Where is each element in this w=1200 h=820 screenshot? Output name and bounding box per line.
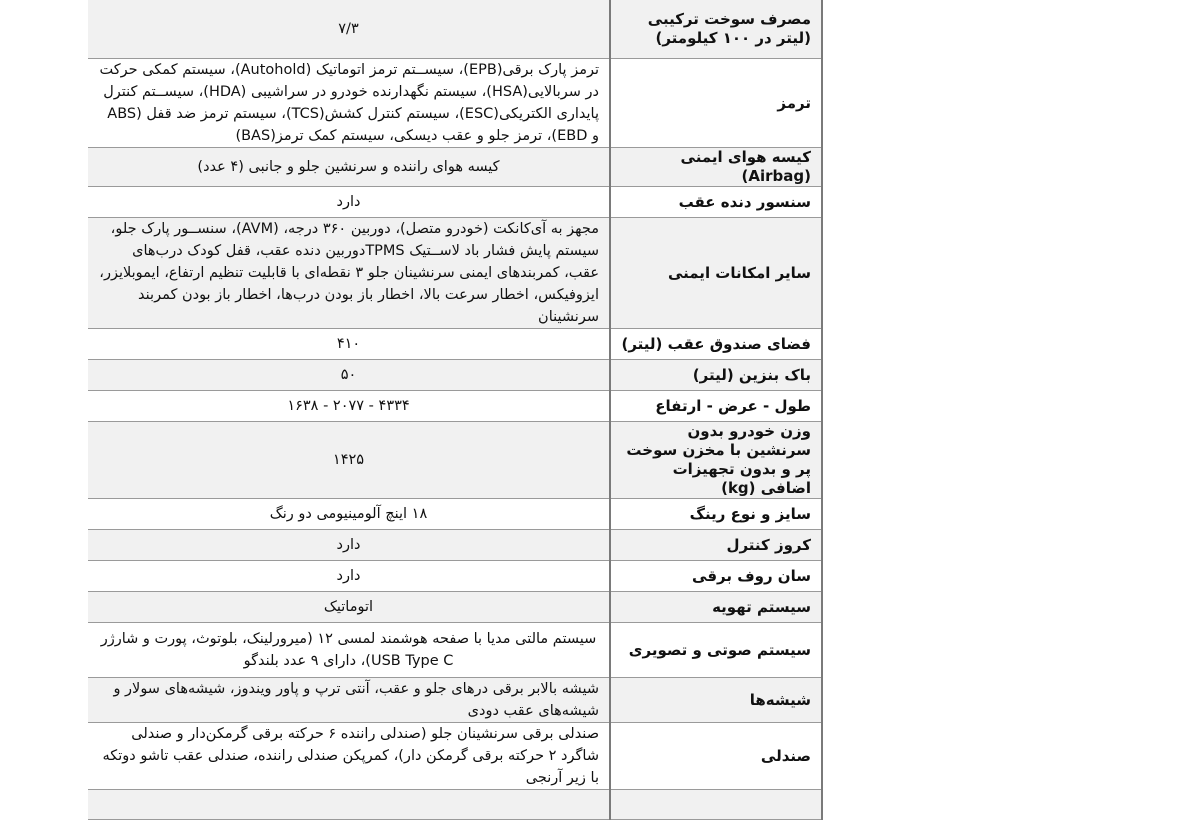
spec-label: سیستم صوتی و تصویری bbox=[610, 623, 822, 678]
spec-label: ترمز bbox=[610, 59, 822, 148]
table-row bbox=[88, 723, 822, 790]
spec-value: دارد bbox=[88, 187, 610, 218]
spec-value: مجهز به آی‌کانکت (خودرو متصل)، دوربین ۳۶۰ درجه، (AVM)، سنســور پارک جلو، سیستم پایش فشار باد لاســتیک TPMSدوربین دنده عقب، قفل کودک درب‌های عقب، کمربندهای ایمنی سرنشینان جلو ۳ نقطه‌ای با قابلیت تنظیم ارتفاع، ایموبلایزر، ایزوفیکس، اخطار سرعت بالا، اخطار باز بودن درب‌ها، اخطار باز بودن کمربند سرنشینان bbox=[88, 218, 610, 329]
table-row bbox=[88, 0, 822, 59]
table-row bbox=[88, 59, 822, 148]
table-row bbox=[88, 187, 822, 218]
spec-label: سایر امکانات ایمنی bbox=[610, 218, 822, 329]
spec-label: سان روف برقی bbox=[610, 561, 822, 592]
table-row bbox=[88, 499, 822, 530]
table-row bbox=[88, 391, 822, 422]
spec-value bbox=[88, 790, 610, 820]
spec-label: باک بنزین (لیتر) bbox=[610, 360, 822, 391]
spec-value: سیستم مالتی مدیا با صفحه هوشمند لمسی ۱۲ (میرورلینک، بلوتوث، پورت و شارژر USB Type C)، دارای ۹ عدد بلندگو bbox=[88, 623, 610, 678]
spec-value: شیشه بالابر برقی درهای جلو و عقب، آنتی ترپ و پاور ویندوز، شیشه‌های سولار و شیشه‌های عقب دودی bbox=[88, 678, 610, 723]
table-row bbox=[88, 678, 822, 723]
spec-value: ۴۱۰ bbox=[88, 329, 610, 360]
spec-value: ۱۴۲۵ bbox=[88, 422, 610, 499]
spec-value: ۷/۳ bbox=[88, 0, 610, 59]
spec-value: ترمز پارک برقی(EPB)، سیســتم ترمز اتوماتیک (Autohold)، سیستم کمکی حرکت در سربالایی(HSA)، سیستم نگهدارنده خودرو در سراشیبی (HDA)، سیســتم کنترل پایداری الکتریکی(ESC)، سیستم کنترل کشش(TCS)، سیستم ترمز ضد قفل (ABS و EBD)، ترمز جلو و عقب دیسکی، سیستم کمک ترمز(BAS) bbox=[88, 59, 610, 148]
spec-label bbox=[610, 790, 822, 820]
spec-value: اتوماتیک bbox=[88, 592, 610, 623]
spec-value: ۴۳۳۴ - ۲۰۷۷ - ۱۶۳۸ bbox=[88, 391, 610, 422]
spec-value: صندلی برقی سرنشینان جلو (صندلی راننده ۶ حرکته برقی گرمکن‌دار و صندلی شاگرد ۲ حرکته برقی گرمکن دار)، کمرپکن صندلی راننده، صندلی عقب تاشو دوتکه با زیر آرنجی bbox=[88, 723, 610, 790]
table-row bbox=[88, 592, 822, 623]
spec-label: شیشه‌ها bbox=[610, 678, 822, 723]
table-row bbox=[88, 218, 822, 329]
spec-label: سنسور دنده عقب bbox=[610, 187, 822, 218]
table-row bbox=[88, 530, 822, 561]
spec-value: دارد bbox=[88, 561, 610, 592]
spec-value: ۵۰ bbox=[88, 360, 610, 391]
spec-label: کیسه هوای ایمنی (Airbag) bbox=[610, 148, 822, 187]
spec-label: طول - عرض - ارتفاع bbox=[610, 391, 822, 422]
left-margin bbox=[0, 0, 88, 750]
spec-label: سیستم تهویه bbox=[610, 592, 822, 623]
table-row bbox=[88, 623, 822, 678]
spec-label: کروز کنترل bbox=[610, 530, 822, 561]
spec-label: وزن خودرو بدون سرنشین با مخزن سوخت پر و بدون تجهیزات اضافی (kg) bbox=[610, 422, 822, 499]
table-row bbox=[88, 422, 822, 499]
right-margin bbox=[822, 0, 1200, 750]
spec-label: صندلی bbox=[610, 723, 822, 790]
table-row bbox=[88, 329, 822, 360]
specifications-table bbox=[88, 0, 823, 820]
spec-label: مصرف سوخت ترکیبی (لیتر در ۱۰۰ کیلومتر) bbox=[610, 0, 822, 59]
table-row bbox=[88, 360, 822, 391]
spec-value: دارد bbox=[88, 530, 610, 561]
spec-value: کیسه هوای راننده و سرنشین جلو و جانبی (۴ عدد) bbox=[88, 148, 610, 187]
table-row bbox=[88, 790, 822, 820]
spec-label: فضای صندوق عقب (لیتر) bbox=[610, 329, 822, 360]
table-row bbox=[88, 148, 822, 187]
table-row bbox=[88, 561, 822, 592]
spec-label: سایز و نوع رینگ bbox=[610, 499, 822, 530]
spec-value: ۱۸ اینچ آلومینیومی دو رنگ bbox=[88, 499, 610, 530]
